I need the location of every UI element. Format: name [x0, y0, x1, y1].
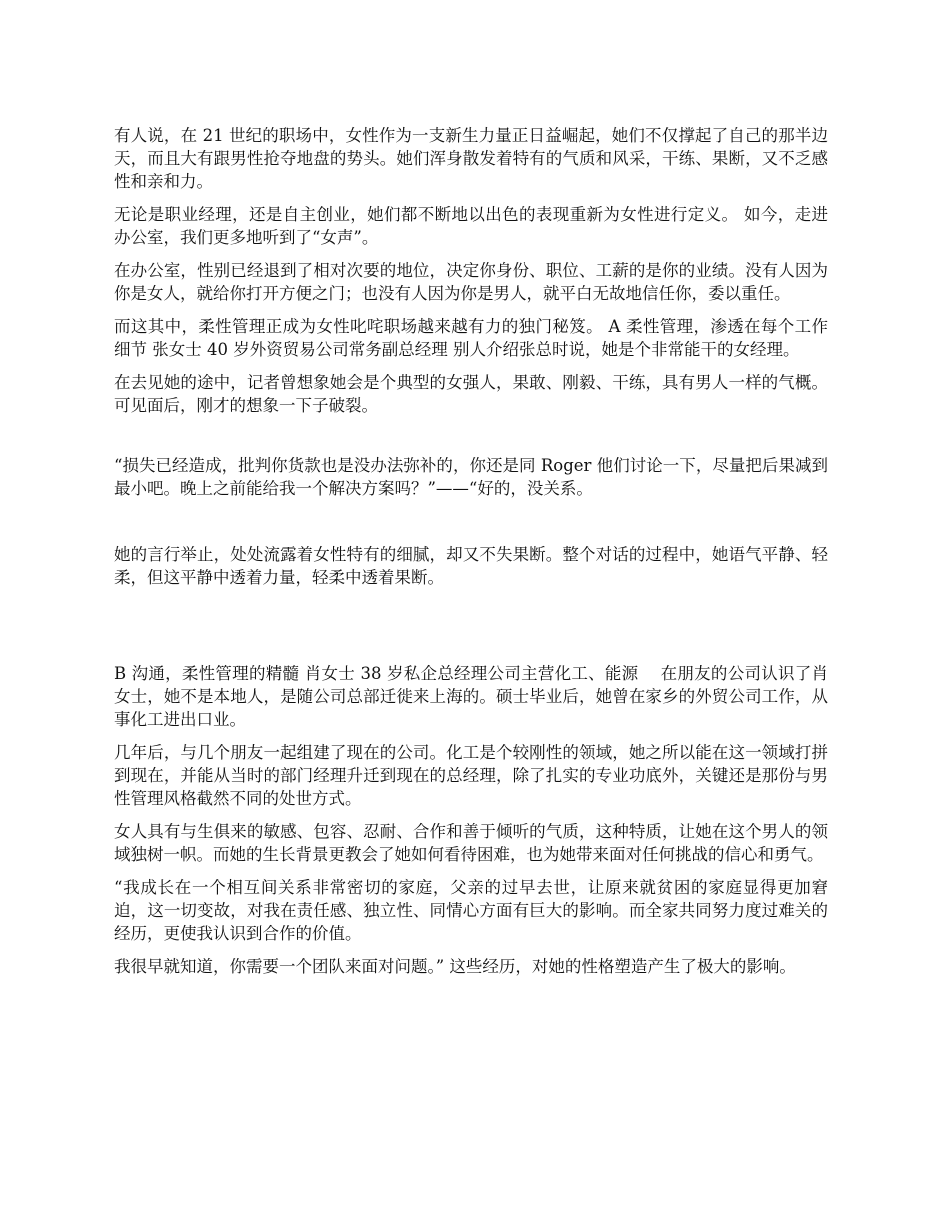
paragraph: B 沟通，柔性管理的精髓 肖女士 38 岁私企总经理公司主营化工、能源 在朋友的公司认识了肖女士，她不是本地人，是随公司总部迁徙来上海的。硕士毕业后，她曾在家乡的外贸公司工作，从事化工进出口业。	[114, 664, 828, 729]
article-body	[114, 124, 828, 988]
paragraph: 几年后，与几个朋友一起组建了现在的公司。化工是个较刚性的领域，她之所以能在这一领域打拼到现在，并能从当时的部门经理升迁到现在的总经理，除了扎实的专业功底外，关键还是那份与男性管理风格截然不同的处世方式。	[114, 743, 828, 808]
paragraph: 有人说，在 21 世纪的职场中，女性作为一支新生力量正日益崛起，她们不仅撑起了自己的那半边天，而且大有跟男性抢夺地盘的势头。她们浑身散发着特有的气质和风采，干练、果断，又不乏感性和亲和力。	[114, 126, 828, 191]
paragraph: “我成长在一个相互间关系非常密切的家庭，父亲的过早去世，让原来就贫困的家庭显得更加窘迫，这一切变故，对我在责任感、独立性、同情心方面有巨大的影响。而全家共同努力度过难关的经历，更使我认识到合作的价值。	[114, 878, 828, 943]
paragraph: 无论是职业经理，还是自主创业，她们都不断地以出色的表现重新为女性进行定义。 如今，走进办公室，我们更多地听到了“女声”。	[114, 205, 828, 247]
blank-space	[114, 599, 828, 662]
paragraph: “损失已经造成，批判你货款也是没办法弥补的，你还是同 Roger 他们讨论一下，尽量把后果减到最小吧。晚上之前能给我一个解决方案吗？”——“好的，没关系。	[114, 456, 828, 498]
paragraph: 女人具有与生俱来的敏感、包容、忍耐、合作和善于倾听的气质，这种特质，让她在这个男人的领域独树一帜。而她的生长背景更教会了她如何看待困难，也为她带来面对任何挑战的信心和勇气。	[114, 822, 828, 864]
paragraph: 她的言行举止，处处流露着女性特有的细腻，却又不失果断。整个对话的过程中，她语气平静、轻柔，但这平静中透着力量，轻柔中透着果断。	[114, 545, 828, 587]
paragraph: 我很早就知道，你需要一个团队来面对问题。” 这些经历，对她的性格塑造产生了极大的影响。	[114, 957, 796, 976]
blank-space	[114, 427, 828, 454]
paragraph: 而这其中，柔性管理正成为女性叱咤职场越来越有力的独门秘笈。 A 柔性管理，渗透在每个工作细节 张女士 40 岁外资贸易公司常务副总经理 别人介绍张总时说，她是个非常能干的女经理。	[114, 317, 828, 359]
paragraph: 在去见她的途中，记者曾想象她会是个典型的女强人，果敢、刚毅、干练，具有男人一样的气概。可见面后，刚才的想象一下子破裂。	[114, 373, 828, 415]
paragraph: 在办公室，性别已经退到了相对次要的地位，决定你身份、职位、工薪的是你的业绩。没有人因为你是女人，就给你打开方便之门；也没有人因为你是男人，就平白无故地信任你，委以重任。	[114, 261, 828, 303]
blank-space	[114, 510, 828, 543]
